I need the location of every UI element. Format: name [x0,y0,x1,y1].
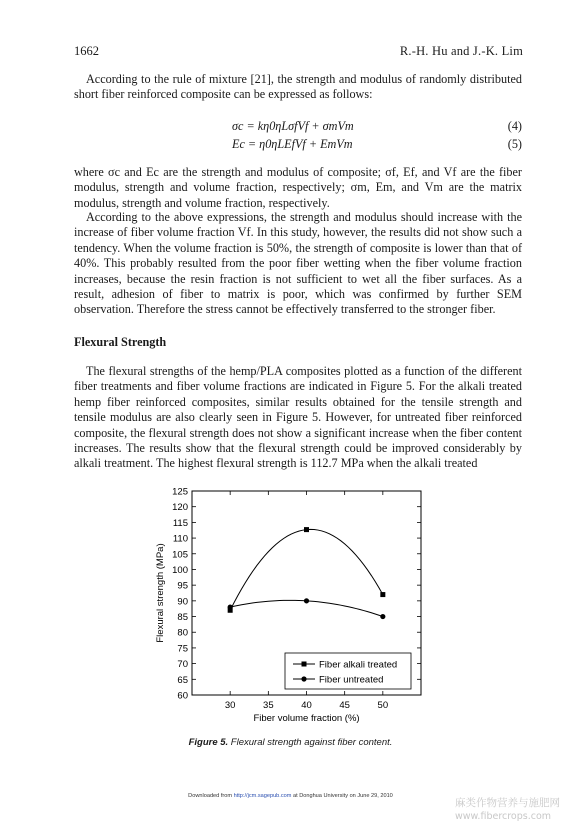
x-axis-label: Fiber volume fraction (%) [253,713,360,724]
running-header-authors: R.-H. Hu and J.-K. Lim [399,44,523,58]
y-tick-label: 80 [177,627,188,639]
x-tick-label: 50 [377,700,389,711]
data-point-alkali [380,592,385,597]
equation-4: σc = kη0ηLσfVf + σmVm [232,119,354,133]
figure-caption [0,737,581,748]
watermark [455,797,577,823]
flexural-paragraph [74,364,522,472]
legend-label-alkali: Fiber alkali treated [319,659,398,671]
legend-marker-untreated [301,676,306,681]
y-tick-label: 115 [172,517,188,529]
discussion-text: According to the above expressions, the strength and modulus should increase with the increase of fiber volume fraction Vf. In this study, however, the results did not show such a tendency. When the volume fraction is 50%, the strength of composite is lower than that of 40%. This probably resulted from the poor fiber wetting when the fiber volume fraction increases, because the resin fraction is not sufficient to wet all the fiber surfaces. As a result, adhesion of fiber to matrix is poor, which was confirmed by further SEM observation. Therefore the stress cannot be effectively transferred to the stronger fiber. [74,210,522,317]
flexural-strength-chart [150,482,440,734]
legend-label-untreated: Fiber untreated [319,674,384,686]
x-tick-label: 30 [224,700,236,711]
footer-prefix: Downloaded from [188,793,234,799]
x-tick-label: 40 [301,700,312,711]
data-point-untreated [304,598,309,603]
footer-link[interactable]: http://jcm.sagepub.com [233,793,292,799]
series-line-alkali [230,529,383,610]
y-tick-label: 90 [177,596,188,608]
equation-4-number: (4) [507,119,522,133]
discussion-paragraph [74,210,522,318]
data-point-untreated [380,614,385,619]
y-axis-label: Flexural strength (MPa) [155,543,166,643]
x-tick-label: 35 [263,700,274,711]
data-point-alkali [304,527,309,532]
watermark-line-2: www.fibercrops.com [455,811,552,822]
y-tick-label: 85 [177,612,188,624]
figure-caption-label: Figure 5. [188,737,229,748]
y-tick-label: 120 [172,502,188,514]
y-tick-label: 125 [172,486,188,498]
y-tick-label: 70 [177,659,188,671]
legend-marker-alkali [302,662,307,667]
data-point-untreated [228,605,233,610]
y-tick-label: 100 [172,564,188,576]
where-text: where σc and Ec are the strength and modulus of composite; σf, Ef, and Vf are the fiber modulus, strength and volume fraction, respectively; σm, Em, and Vm are the matrix modulus, strength and volume fraction, respectively. [74,165,522,210]
y-tick-label: 65 [177,674,188,686]
y-tick-label: 105 [172,549,188,561]
x-tick-label: 45 [339,700,350,711]
flexural-text: The flexural strengths of the hemp/PLA composites plotted as a function of the different fiber treatments and fiber volume fractions are indicated in Figure 5. For the alkali treated hemp fiber reinforced composites, similar results obtained for the tensile strength and tensile modulus are also clearly seen in Figure 5. However, for untreated fiber reinforced composite, the flexural strength does not show a significant increase when the fiber content increases. The results show that the flexural strength could be improved considerably by alkali treatment. The highest flexural strength is 112.7 MPa when the alkali treated [74,364,522,471]
y-tick-label: 95 [177,580,188,592]
y-tick-label: 60 [177,690,188,702]
section-title-flexural: Flexural Strength [74,335,167,349]
intro-text: According to the rule of mixture [21], the strength and modulus of randomly distributed short fiber reinforced composite can be expressed as follows: [74,72,522,102]
equation-5: Ec = η0ηLEfVf + EmVm [232,137,353,151]
y-tick-label: 75 [177,643,188,655]
figure-caption-text: Flexural strength against fiber content. [228,737,393,748]
footer-suffix: at Donghua University on June 29, 2010 [291,793,393,799]
watermark-line-1: 麻类作物营养与施肥网 [455,797,560,809]
equation-5-number: (5) [507,137,522,151]
intro-paragraph [74,72,522,103]
y-tick-label: 110 [172,533,188,545]
page-number: 1662 [74,44,99,58]
where-paragraph [74,165,522,211]
